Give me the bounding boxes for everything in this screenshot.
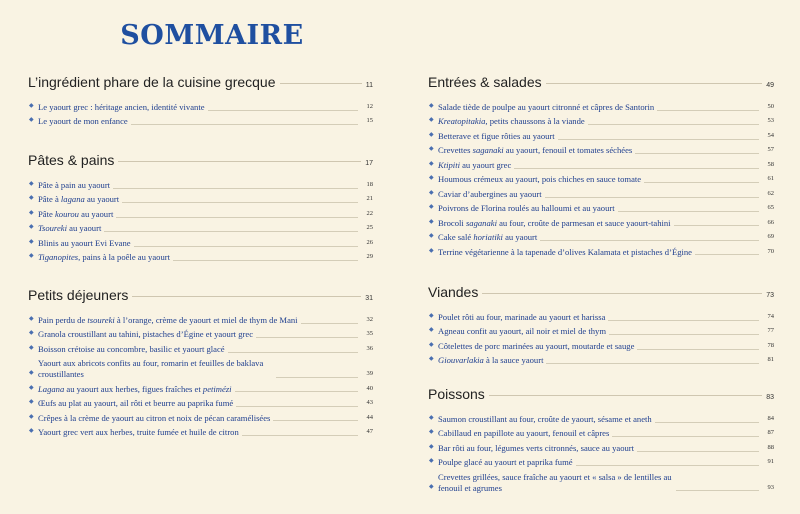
bullet-icon: ◆ bbox=[29, 209, 34, 216]
toc-entry[interactable] bbox=[428, 341, 774, 352]
toc-entry[interactable] bbox=[428, 247, 774, 258]
section-page-number: 11 bbox=[365, 82, 373, 89]
entry-title bbox=[438, 443, 634, 454]
bullet-icon: ◆ bbox=[429, 327, 434, 334]
dotted-leader bbox=[546, 83, 763, 84]
toc-entry[interactable] bbox=[28, 358, 373, 379]
entry-title-part: Pâte à pain au yaourt bbox=[38, 180, 111, 190]
entry-title-italic: lagana bbox=[60, 194, 85, 205]
dotted-leader bbox=[242, 435, 358, 436]
dotted-leader bbox=[540, 240, 759, 241]
entry-title bbox=[438, 341, 634, 352]
bullet-icon: ◆ bbox=[29, 330, 34, 337]
entry-title bbox=[38, 209, 113, 220]
entry-page-number: 91 bbox=[767, 458, 774, 466]
toc-entry[interactable] bbox=[428, 312, 774, 323]
entry-page-number: 22 bbox=[366, 209, 373, 217]
toc-entry[interactable] bbox=[428, 472, 774, 493]
entry-title bbox=[438, 232, 537, 243]
entry-title-part: Saumon croustillant au four, croûte de yaourt, sésame et aneth bbox=[438, 414, 652, 424]
bullet-icon: ◆ bbox=[29, 195, 34, 202]
entry-title bbox=[438, 218, 671, 229]
dotted-leader bbox=[489, 395, 762, 396]
toc-entry[interactable] bbox=[428, 160, 774, 171]
toc-entry[interactable] bbox=[28, 194, 373, 205]
entry-title bbox=[38, 398, 233, 409]
toc-entry[interactable] bbox=[28, 329, 373, 340]
entry-title bbox=[438, 414, 652, 425]
toc-entry[interactable] bbox=[28, 398, 373, 409]
section-page-number: 31 bbox=[365, 295, 373, 302]
entry-page-number: 57 bbox=[767, 146, 774, 154]
dotted-leader bbox=[228, 352, 358, 353]
entry-title bbox=[38, 427, 239, 438]
entry-title-italic: Lagana bbox=[38, 383, 65, 394]
entry-page-number: 21 bbox=[366, 195, 373, 203]
entry-page-number: 36 bbox=[366, 344, 373, 352]
dotted-leader bbox=[546, 363, 759, 364]
dotted-leader bbox=[280, 83, 362, 84]
bullet-icon: ◆ bbox=[429, 189, 434, 196]
entry-title bbox=[438, 116, 585, 127]
entry-title-part: Œufs au plat au yaourt, ail rôti et beurre au paprika fumé bbox=[38, 398, 234, 409]
entry-page-number: 88 bbox=[767, 443, 774, 451]
bullet-icon: ◆ bbox=[29, 117, 34, 124]
dotted-leader bbox=[173, 260, 358, 261]
bullet-icon: ◆ bbox=[29, 316, 34, 322]
section-heading[interactable] bbox=[428, 74, 774, 94]
dotted-leader bbox=[676, 490, 759, 491]
bullet-icon: ◆ bbox=[429, 204, 434, 211]
toc-section bbox=[28, 152, 373, 267]
bullet-icon: ◆ bbox=[429, 415, 434, 421]
entry-page-number: 69 bbox=[767, 233, 774, 241]
bullet-icon: ◆ bbox=[29, 399, 34, 406]
entry-title bbox=[438, 312, 605, 323]
entry-title bbox=[38, 116, 128, 127]
entry-title bbox=[38, 384, 232, 395]
entry-title bbox=[438, 326, 606, 337]
section-title: Viandes bbox=[428, 284, 479, 300]
entry-page-number: 77 bbox=[767, 327, 774, 335]
dotted-leader bbox=[612, 436, 759, 437]
dotted-leader bbox=[644, 182, 759, 183]
entry-page-number: 12 bbox=[366, 103, 373, 110]
section-heading[interactable] bbox=[28, 74, 373, 94]
toc-entry[interactable] bbox=[28, 116, 373, 127]
toc-section bbox=[428, 284, 774, 370]
entry-title-part: Boisson crétoise au concombre, basilic et yaourt glacé bbox=[38, 343, 225, 354]
bullet-icon: ◆ bbox=[429, 443, 434, 450]
dotted-leader bbox=[482, 293, 762, 294]
toc-entry[interactable] bbox=[28, 344, 373, 355]
bullet-icon: ◆ bbox=[429, 458, 434, 465]
entry-title bbox=[438, 428, 609, 439]
dotted-leader bbox=[514, 168, 759, 169]
toc-entry[interactable] bbox=[28, 238, 373, 249]
toc-entry[interactable] bbox=[428, 102, 774, 113]
entry-title-italic: tsoureki bbox=[87, 315, 115, 325]
entry-page-number: 43 bbox=[366, 399, 373, 407]
dotted-leader bbox=[588, 124, 759, 125]
entry-page-number: 61 bbox=[767, 175, 774, 183]
section-heading[interactable] bbox=[28, 152, 373, 172]
dotted-leader bbox=[618, 211, 759, 212]
section-page-number: 17 bbox=[365, 160, 373, 167]
bullet-icon: ◆ bbox=[29, 103, 34, 109]
toc-entry[interactable] bbox=[428, 326, 774, 337]
entry-title-part: Poivrons de Florina roulés au halloumi et au yaourt bbox=[438, 203, 615, 214]
bullet-icon: ◆ bbox=[429, 247, 434, 254]
bullet-icon: ◆ bbox=[429, 131, 434, 138]
entry-title-part: Pâte bbox=[38, 208, 55, 219]
entry-title bbox=[438, 189, 542, 200]
bullet-icon: ◆ bbox=[29, 253, 34, 260]
entry-title bbox=[38, 315, 298, 326]
dotted-leader bbox=[301, 323, 358, 324]
entry-title-italic: horiatiki bbox=[473, 232, 503, 243]
entry-page-number: 44 bbox=[366, 413, 373, 421]
entry-title bbox=[38, 102, 205, 113]
entry-title bbox=[38, 358, 273, 379]
entry-title-part: Poulpe glacé au yaourt et paprika fumé bbox=[438, 457, 573, 468]
entry-page-number: 18 bbox=[366, 181, 373, 188]
entry-title-part: Salade tiède de poulpe au yaourt citronné et câpres de Santorin bbox=[438, 102, 655, 112]
bullet-icon: ◆ bbox=[429, 233, 434, 240]
toc-entry[interactable] bbox=[28, 315, 373, 326]
toc-section bbox=[428, 74, 774, 261]
toc-section bbox=[28, 74, 373, 131]
entry-page-number: 50 bbox=[767, 103, 774, 110]
entry-title-part: , petits chaussons à la viande bbox=[485, 116, 585, 127]
entry-title-part: au yaourt grec bbox=[459, 159, 512, 170]
bullet-icon: ◆ bbox=[29, 344, 34, 351]
section-page-number: 73 bbox=[766, 292, 774, 299]
entry-title-part: Houmous crémeux au yaourt, pois chiches en sauce tomate bbox=[438, 174, 642, 185]
section-title: Poissons bbox=[428, 386, 485, 402]
toc-section bbox=[428, 386, 774, 497]
dotted-leader bbox=[637, 349, 759, 350]
toc-entry[interactable] bbox=[428, 443, 774, 454]
dotted-leader bbox=[609, 334, 759, 335]
toc-entry[interactable] bbox=[428, 232, 774, 243]
entry-title bbox=[38, 344, 225, 355]
section-title: Entrées & salades bbox=[428, 74, 542, 90]
entry-title-italic: saganaki bbox=[472, 145, 504, 156]
entry-page-number: 26 bbox=[366, 238, 373, 246]
bullet-icon: ◆ bbox=[429, 429, 434, 436]
dotted-leader bbox=[635, 153, 759, 154]
entry-page-number: 39 bbox=[366, 370, 373, 378]
entry-title-part: Betterave et figue rôties au yaourt bbox=[438, 130, 555, 141]
dotted-leader bbox=[134, 246, 358, 247]
entry-title-part: Pain perdu de bbox=[38, 315, 88, 325]
section-title: Pâtes & pains bbox=[28, 152, 115, 168]
toc-entry[interactable] bbox=[428, 414, 774, 425]
entry-title-part: Yaourt grec vert aux herbes, truite fumée et huile de citron bbox=[38, 426, 239, 437]
toc-entry[interactable] bbox=[428, 116, 774, 127]
entry-title-part: Côtelettes de porc marinées au yaourt, moutarde et sauge bbox=[438, 340, 635, 351]
toc-entry[interactable] bbox=[28, 413, 373, 424]
dotted-leader bbox=[122, 202, 358, 203]
entry-title bbox=[438, 160, 511, 171]
entry-title bbox=[38, 238, 131, 249]
entry-title bbox=[38, 413, 270, 424]
entry-title bbox=[438, 174, 641, 185]
bullet-icon: ◆ bbox=[29, 384, 34, 391]
entry-title bbox=[438, 355, 543, 366]
toc-entry[interactable] bbox=[28, 384, 373, 395]
entry-page-number: 65 bbox=[767, 204, 774, 212]
dotted-leader bbox=[104, 231, 358, 232]
bullet-icon: ◆ bbox=[429, 218, 434, 225]
bullet-icon: ◆ bbox=[429, 313, 434, 319]
entry-title bbox=[38, 223, 101, 234]
bullet-icon: ◆ bbox=[429, 117, 434, 124]
entry-title-part: au yaourt bbox=[84, 194, 120, 205]
toc-entry[interactable] bbox=[428, 457, 774, 468]
entry-title-part: Cake salé bbox=[438, 232, 474, 243]
dotted-leader bbox=[208, 110, 358, 111]
entry-title-part: Caviar d’aubergines au yaourt bbox=[438, 188, 542, 199]
toc-entry[interactable] bbox=[428, 218, 774, 229]
section-title: Petits déjeuners bbox=[28, 287, 129, 303]
dotted-leader bbox=[637, 451, 759, 452]
entry-page-number: 66 bbox=[767, 218, 774, 226]
entry-page-number: 15 bbox=[366, 117, 373, 125]
dotted-leader bbox=[608, 320, 759, 321]
entry-title-part: Le yaourt de mon enfance bbox=[38, 116, 128, 127]
entry-title bbox=[38, 194, 119, 205]
entry-title-part: Bar rôti au four, légumes verts citronnés, sauce au yaourt bbox=[438, 442, 635, 453]
entry-page-number: 29 bbox=[366, 253, 373, 261]
dotted-leader bbox=[276, 377, 358, 378]
entry-page-number: 62 bbox=[767, 189, 774, 197]
entry-title bbox=[38, 252, 170, 263]
entry-title-italic: petimézi bbox=[202, 383, 232, 394]
bullet-icon: ◆ bbox=[429, 146, 434, 153]
bullet-icon: ◆ bbox=[29, 413, 34, 420]
toc-entry[interactable] bbox=[428, 189, 774, 200]
section-heading[interactable] bbox=[428, 386, 774, 406]
toc-entry[interactable] bbox=[28, 427, 373, 438]
entry-title-part: au yaourt bbox=[78, 208, 114, 219]
entry-title-italic: Tsoureki bbox=[38, 223, 67, 234]
dotted-leader bbox=[256, 337, 358, 338]
toc-entry[interactable] bbox=[428, 428, 774, 439]
dotted-leader bbox=[695, 254, 759, 255]
section-heading[interactable] bbox=[428, 284, 774, 304]
toc-entry[interactable] bbox=[428, 174, 774, 185]
entry-page-number: 87 bbox=[767, 429, 774, 437]
dotted-leader bbox=[674, 225, 759, 226]
entry-title-italic: Kreatopitakia bbox=[438, 116, 486, 127]
page-title: SOMMAIRE bbox=[120, 20, 304, 51]
dotted-leader bbox=[235, 391, 358, 392]
bullet-icon: ◆ bbox=[29, 181, 34, 187]
section-page-number: 49 bbox=[766, 82, 774, 89]
toc-entry[interactable] bbox=[428, 355, 774, 366]
entry-page-number: 78 bbox=[767, 341, 774, 349]
entry-title-part: au yaourt, fenouil et tomates séchées bbox=[503, 145, 633, 156]
bullet-icon: ◆ bbox=[29, 238, 34, 245]
entry-title-part: au yaourt aux herbes, figues fraîches et bbox=[64, 383, 203, 394]
dotted-leader bbox=[273, 420, 358, 421]
entry-title bbox=[438, 457, 573, 468]
entry-title bbox=[438, 102, 654, 113]
bullet-icon: ◆ bbox=[429, 483, 434, 490]
entry-title-part: Granola croustillant au tahini, pistaches d’Égine et yaourt grec bbox=[38, 329, 254, 340]
bullet-icon: ◆ bbox=[429, 175, 434, 182]
dotted-leader bbox=[132, 296, 361, 297]
entry-page-number: 93 bbox=[767, 483, 774, 491]
toc-entry[interactable] bbox=[428, 131, 774, 142]
toc-entry[interactable] bbox=[28, 223, 373, 234]
entry-title bbox=[438, 131, 555, 142]
entry-title-part: Crevettes grillées, sauce fraîche au yaourt et « salsa » de lentilles au fenouil et agrumes bbox=[438, 471, 672, 493]
entry-page-number: 58 bbox=[767, 160, 774, 168]
section-heading[interactable] bbox=[28, 287, 373, 307]
entry-title-part: Pâte à bbox=[38, 194, 61, 205]
entry-page-number: 47 bbox=[366, 427, 373, 435]
dotted-leader bbox=[131, 124, 358, 125]
entry-title bbox=[438, 247, 692, 258]
entry-title-part: Yaourt aux abricots confits au four, romarin et feuilles de baklava croustillantes bbox=[38, 358, 264, 380]
entry-title-part: Agneau confit au yaourt, ail noir et miel de thym bbox=[438, 326, 607, 337]
entry-title bbox=[438, 472, 673, 493]
bullet-icon: ◆ bbox=[29, 224, 34, 231]
dotted-leader bbox=[657, 110, 759, 111]
dotted-leader bbox=[116, 217, 358, 218]
entry-title-part: Brocoli bbox=[438, 217, 466, 228]
entry-page-number: 74 bbox=[767, 313, 774, 320]
entry-title-part: à la sauce yaourt bbox=[483, 355, 544, 366]
bullet-icon: ◆ bbox=[29, 370, 34, 377]
section-title: L’ingrédient phare de la cuisine grecque bbox=[28, 74, 276, 90]
entry-title-part: , pains à la poêle au yaourt bbox=[78, 252, 170, 263]
toc-entry[interactable] bbox=[28, 209, 373, 220]
entry-title-part: au yaourt bbox=[66, 223, 102, 234]
section-page-number: 83 bbox=[766, 394, 774, 401]
entry-title-part: au four, croûte de parmesan et sauce yaourt-tahini bbox=[496, 217, 671, 228]
entry-title-italic: saganaki bbox=[465, 217, 497, 228]
bullet-icon: ◆ bbox=[29, 427, 34, 434]
entry-page-number: 35 bbox=[366, 330, 373, 338]
entry-page-number: 70 bbox=[767, 247, 774, 255]
entry-title-part: Crevettes bbox=[438, 145, 473, 156]
entry-title-part: Poulet rôti au four, marinade au yaourt et harissa bbox=[438, 312, 606, 322]
entry-title-italic: kourou bbox=[54, 208, 79, 219]
dotted-leader bbox=[118, 161, 361, 162]
entry-title-part: Cabillaud en papillote au yaourt, fenouil et câpres bbox=[438, 428, 610, 439]
bullet-icon: ◆ bbox=[429, 356, 434, 363]
entry-title-part: Blinis au yaourt Evi Evane bbox=[38, 237, 131, 248]
entry-page-number: 25 bbox=[366, 224, 373, 232]
entry-title-italic: Tiganopites bbox=[38, 252, 79, 263]
entry-page-number: 81 bbox=[767, 356, 774, 364]
toc-entry[interactable] bbox=[428, 145, 774, 156]
dotted-leader bbox=[545, 197, 759, 198]
dotted-leader bbox=[655, 422, 759, 423]
toc-entry[interactable] bbox=[28, 102, 373, 113]
entry-title bbox=[438, 203, 615, 214]
toc-entry[interactable] bbox=[28, 180, 373, 191]
dotted-leader bbox=[113, 188, 358, 189]
toc-entry[interactable] bbox=[28, 252, 373, 263]
dotted-leader bbox=[558, 139, 759, 140]
toc-section bbox=[28, 287, 373, 441]
entry-title-part: Le yaourt grec : héritage ancien, identité vivante bbox=[38, 102, 205, 112]
dotted-leader bbox=[236, 406, 358, 407]
dotted-leader bbox=[576, 465, 759, 466]
entry-title-part: à l’orange, crème de yaourt et miel de thym de Mani bbox=[114, 315, 298, 325]
entry-title bbox=[38, 180, 110, 191]
entry-title-part: au yaourt bbox=[502, 232, 538, 243]
entry-page-number: 54 bbox=[767, 131, 774, 139]
entry-page-number: 53 bbox=[767, 117, 774, 125]
toc-entry[interactable] bbox=[428, 203, 774, 214]
entry-title bbox=[438, 145, 632, 156]
entry-title bbox=[38, 329, 253, 340]
entry-title-italic: Giouvarlakia bbox=[438, 355, 484, 366]
entry-page-number: 32 bbox=[366, 316, 373, 323]
entry-title-part: Terrine végétarienne à la tapenade d’olives Kalamata et pistaches d’Égine bbox=[438, 246, 692, 257]
entry-page-number: 84 bbox=[767, 415, 774, 422]
entry-page-number: 40 bbox=[366, 384, 373, 392]
bullet-icon: ◆ bbox=[429, 160, 434, 167]
bullet-icon: ◆ bbox=[429, 341, 434, 348]
bullet-icon: ◆ bbox=[429, 103, 434, 109]
entry-title-italic: Ktipiti bbox=[438, 159, 460, 170]
entry-title-part: Crêpes à la crème de yaourt au citron et noix de pécan caramélisées bbox=[38, 412, 271, 423]
